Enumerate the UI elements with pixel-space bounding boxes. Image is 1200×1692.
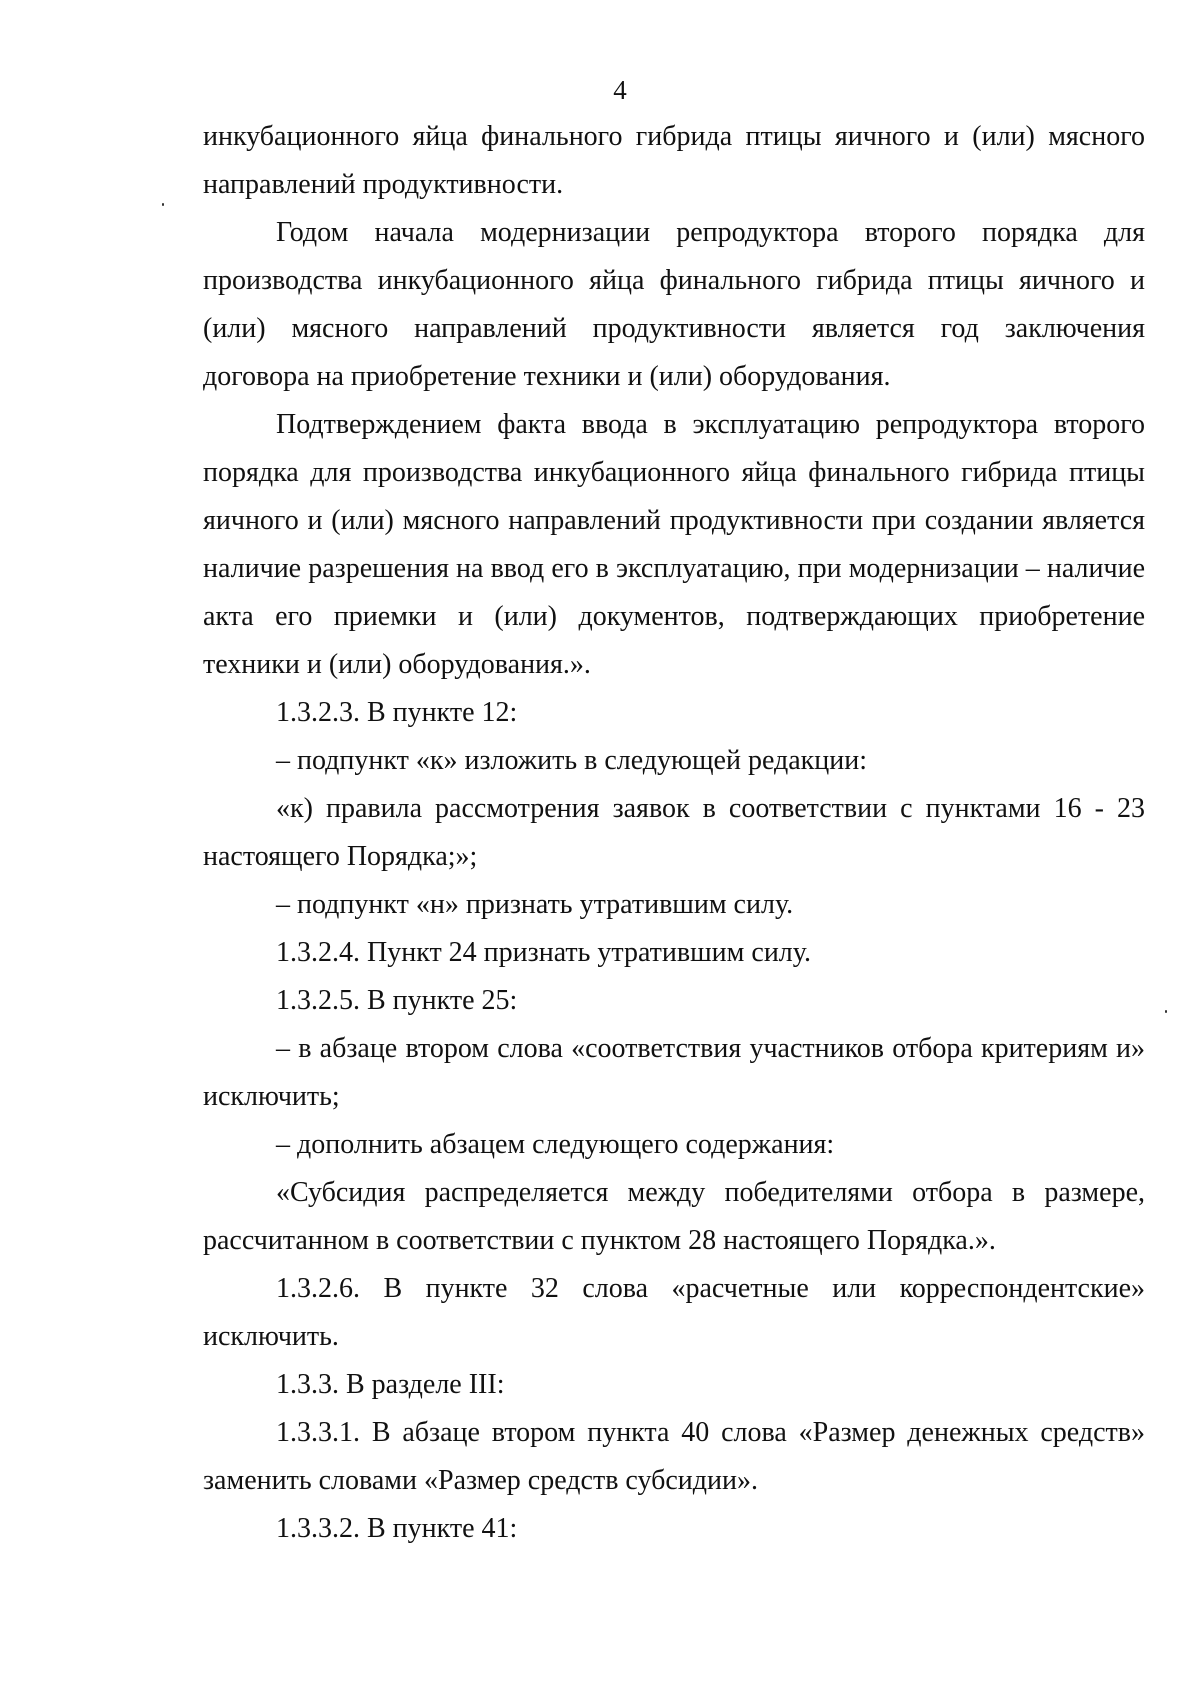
paragraph-clause-1-3-2-3: 1.3.2.3. В пункте 12: (276, 697, 518, 728)
paragraph-clause-1-3-2-6: 1.3.2.6. В пункте 32 слова «расчетные или корреспондентские» исключить. (203, 1273, 1145, 1352)
scan-speck (1165, 1010, 1167, 1013)
paragraph-subclause-n: – подпункт «н» признать утратившим силу. (276, 889, 794, 920)
scan-speck (162, 203, 164, 206)
paragraph-clause-1-3-3: 1.3.3. В разделе III: (276, 1369, 505, 1400)
paragraph-second-indent-words: – в абзаце втором слова «соответствия участников отбора критериям и» исключить; (203, 1033, 1145, 1112)
paragraph-commissioning-confirmation: Подтверждением факта ввода в эксплуатацию репродуктора второго порядка для производства инкубационного яйца финального гибрида птицы яичного и (или) мясного направлений продуктивности при создании является наличие разрешения на ввод его в эксплуатацию, при модернизации – наличие акта его приемки и (или) документов, подтверждающих приобретение техники и (или) оборудования.». (203, 409, 1145, 680)
paragraph-add-indent: – дополнить абзацем следующего содержания: (276, 1129, 835, 1160)
paragraph-clause-1-3-2-5: 1.3.2.5. В пункте 25: (276, 985, 518, 1016)
paragraph-subsidy-distribution: «Субсидия распределяется между победителями отбора в размере, рассчитанном в соответствии с пунктом 28 настоящего Порядка.». (203, 1177, 1145, 1256)
paragraph-subclause-k-text: «к) правила рассмотрения заявок в соответствии с пунктами 16 - 23 настоящего Порядка;»; (203, 793, 1145, 872)
paragraph-clause-1-3-3-1: 1.3.3.1. В абзаце втором пункта 40 слова «Размер денежных средств» заменить словами «Размер средств субсидии». (203, 1417, 1145, 1496)
paragraph-modernization-year: Годом начала модернизации репродуктора второго порядка для производства инкубационного яйца финального гибрида птицы яичного и (или) мясного направлений продуктивности является год заключения договора на приобретение техники и (или) оборудования. (203, 217, 1145, 392)
page-number: 4 (613, 75, 627, 105)
paragraph-continuation: инкубационного яйца финального гибрида птицы яичного и (или) мясного направлений продуктивности. (203, 121, 1145, 200)
paragraph-clause-1-3-3-2: 1.3.3.2. В пункте 41: (276, 1513, 518, 1544)
paragraph-clause-1-3-2-4: 1.3.2.4. Пункт 24 признать утратившим силу. (276, 937, 811, 968)
paragraph-subclause-k: – подпункт «к» изложить в следующей редакции: (276, 745, 868, 776)
document-body (203, 113, 1145, 1553)
